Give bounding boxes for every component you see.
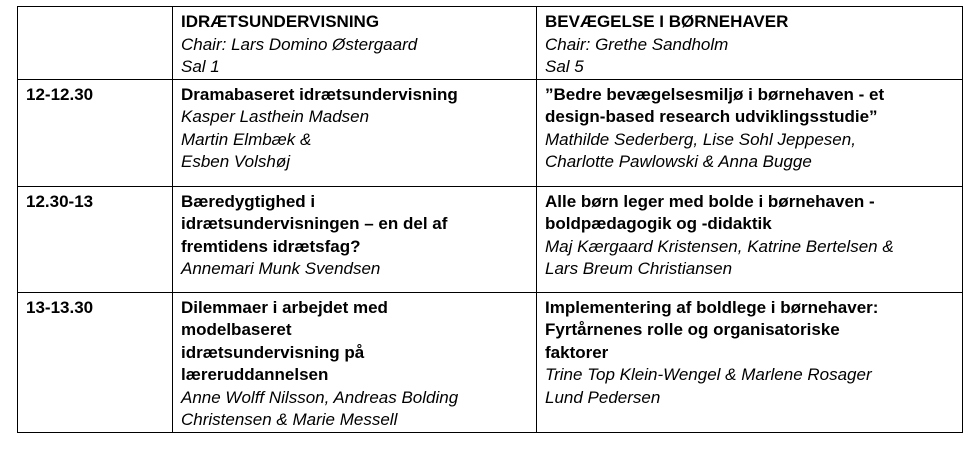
session-author-line: Annemari Munk Svendsen bbox=[181, 259, 381, 278]
session-cell bbox=[173, 79, 537, 186]
time-cell: 13-13.30 bbox=[18, 292, 173, 432]
schedule-table bbox=[17, 6, 963, 433]
slot-row bbox=[18, 79, 963, 186]
session-title-line: læreruddannelsen bbox=[181, 365, 329, 384]
session-title-line: fremtidens idrætsfag? bbox=[181, 236, 361, 256]
track-title: IDRÆTSUNDERVISNING bbox=[181, 12, 380, 31]
session-author-line: Christensen & Marie Messell bbox=[181, 410, 398, 429]
session-author-line: Mathilde Sederberg, Lise Sohl Jeppesen, bbox=[545, 129, 856, 149]
session-title-line: Dilemmaer i arbejdet med bbox=[181, 297, 388, 317]
track-header-2 bbox=[537, 7, 963, 80]
session-author-line: Maj Kærgaard Kristensen, Katrine Bertelsen & bbox=[545, 236, 894, 256]
track-title: BEVÆGELSE I BØRNEHAVER bbox=[545, 12, 789, 31]
slot-row bbox=[18, 292, 963, 432]
track-room: Sal 5 bbox=[545, 57, 584, 76]
session-title-line: Alle børn leger med bolde i børnehaven - bbox=[545, 191, 875, 211]
session-author-line: Kasper Lasthein Madsen bbox=[181, 107, 370, 126]
header-row bbox=[18, 7, 963, 80]
slot-row bbox=[18, 186, 963, 292]
track-chair: Chair: Lars Domino Østergaard bbox=[181, 34, 418, 54]
session-cell bbox=[537, 292, 963, 432]
session-title-line: idrætsundervisning på bbox=[181, 342, 365, 362]
track-chair: Chair: Grethe Sandholm bbox=[545, 34, 729, 54]
session-author-line: Anne Wolff Nilsson, Andreas Bolding bbox=[181, 387, 459, 407]
session-title-line: Bæredygtighed i bbox=[181, 191, 316, 211]
session-title-line: design-based research udviklingsstudie” bbox=[545, 107, 878, 126]
session-author-line: Lars Breum Christiansen bbox=[545, 259, 733, 278]
session-title-line: idrætsundervisningen – en del af bbox=[181, 214, 448, 233]
session-cell bbox=[173, 292, 537, 432]
session-cell bbox=[173, 186, 537, 292]
session-author-line: Martin Elmbæk & bbox=[181, 129, 312, 149]
session-author-line: Charlotte Pawlowski & Anna Bugge bbox=[545, 152, 812, 171]
session-title-line: boldpædagogik og -didaktik bbox=[545, 214, 772, 233]
time-cell: 12-12.30 bbox=[18, 79, 173, 186]
session-title-line: ”Bedre bevægelsesmiljø i børnehaven - et bbox=[545, 84, 885, 104]
session-cell bbox=[537, 79, 963, 186]
corner-cell bbox=[18, 7, 173, 80]
session-title-line: faktorer bbox=[545, 342, 609, 362]
track-room: Sal 1 bbox=[181, 57, 220, 76]
session-title-line: Fyrtårnenes rolle og organisatoriske bbox=[545, 320, 840, 339]
session-title-line: Implementering af boldlege i børnehaver: bbox=[545, 297, 879, 317]
session-title-line: modelbaseret bbox=[181, 320, 292, 339]
session-cell bbox=[537, 186, 963, 292]
session-author-line: Esben Volshøj bbox=[181, 152, 290, 171]
session-author-line: Lund Pedersen bbox=[545, 387, 661, 407]
session-title-line: Dramabaseret idrætsundervisning bbox=[181, 84, 458, 104]
time-cell: 12.30-13 bbox=[18, 186, 173, 292]
track-header-1 bbox=[173, 7, 537, 80]
session-author-line: Trine Top Klein-Wengel & Marlene Rosager bbox=[545, 365, 872, 384]
